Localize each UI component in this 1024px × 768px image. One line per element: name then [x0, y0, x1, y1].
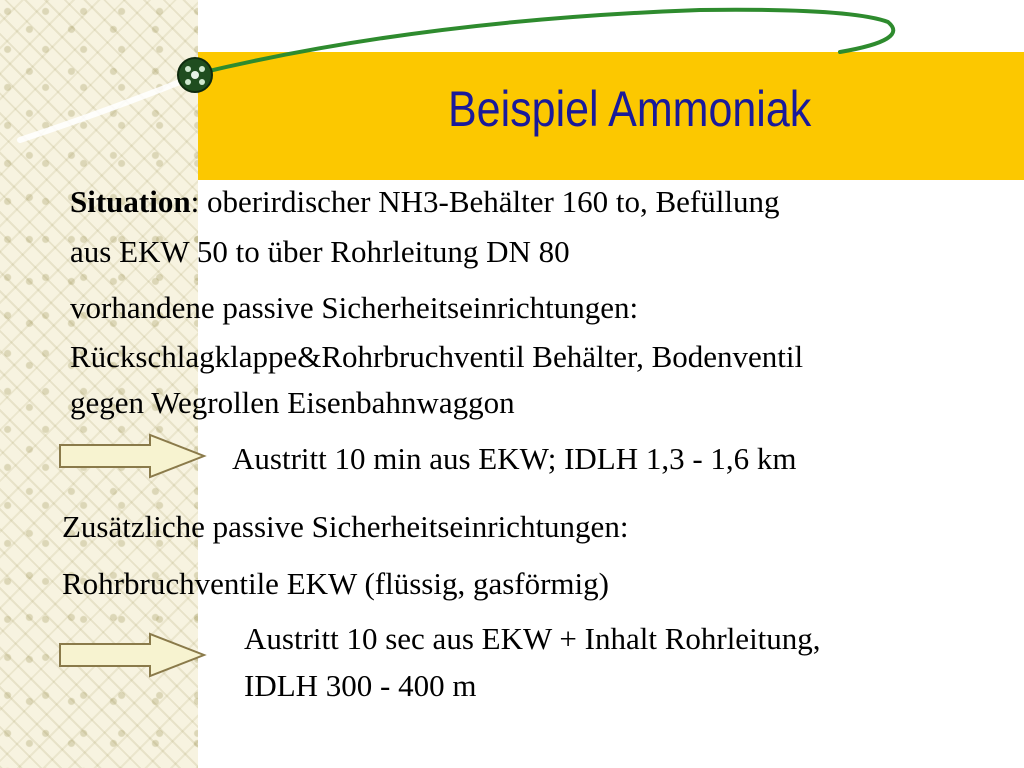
passive-line-1: vorhandene passive Sicherheitseinrichtungen: — [70, 290, 639, 325]
passive-line-3: gegen Wegrollen Eisenbahnwaggon — [70, 385, 515, 420]
result-1: Austritt 10 min aus EKW; IDLH 1,3 - 1,6 km — [232, 441, 797, 476]
situation-text-1: : oberirdischer NH3-Behälter 160 to, Befüllung — [190, 184, 780, 219]
passive-line-2: Rückschlagklappe&Rohrbruchventil Behälter, Bodenventil — [70, 339, 804, 374]
additional-line-2: Rohrbruchventile EKW (flüssig, gasförmig) — [62, 566, 609, 601]
additional-line-1: Zusätzliche passive Sicherheitseinrichtungen: — [62, 509, 629, 544]
right-arrow-icon — [58, 433, 208, 479]
result-2-line-1: Austritt 10 sec aus EKW + Inhalt Rohrleitung, — [244, 621, 821, 656]
situation-label: Situation — [70, 184, 191, 219]
situation-line-2: aus EKW 50 to über Rohrleitung DN 80 — [70, 234, 570, 269]
result-2-line-2: IDLH 300 - 400 m — [244, 668, 477, 703]
right-arrow-icon — [58, 632, 208, 678]
slide-title: Beispiel Ammoniak — [448, 81, 812, 137]
situation-line-1 — [70, 183, 779, 221]
